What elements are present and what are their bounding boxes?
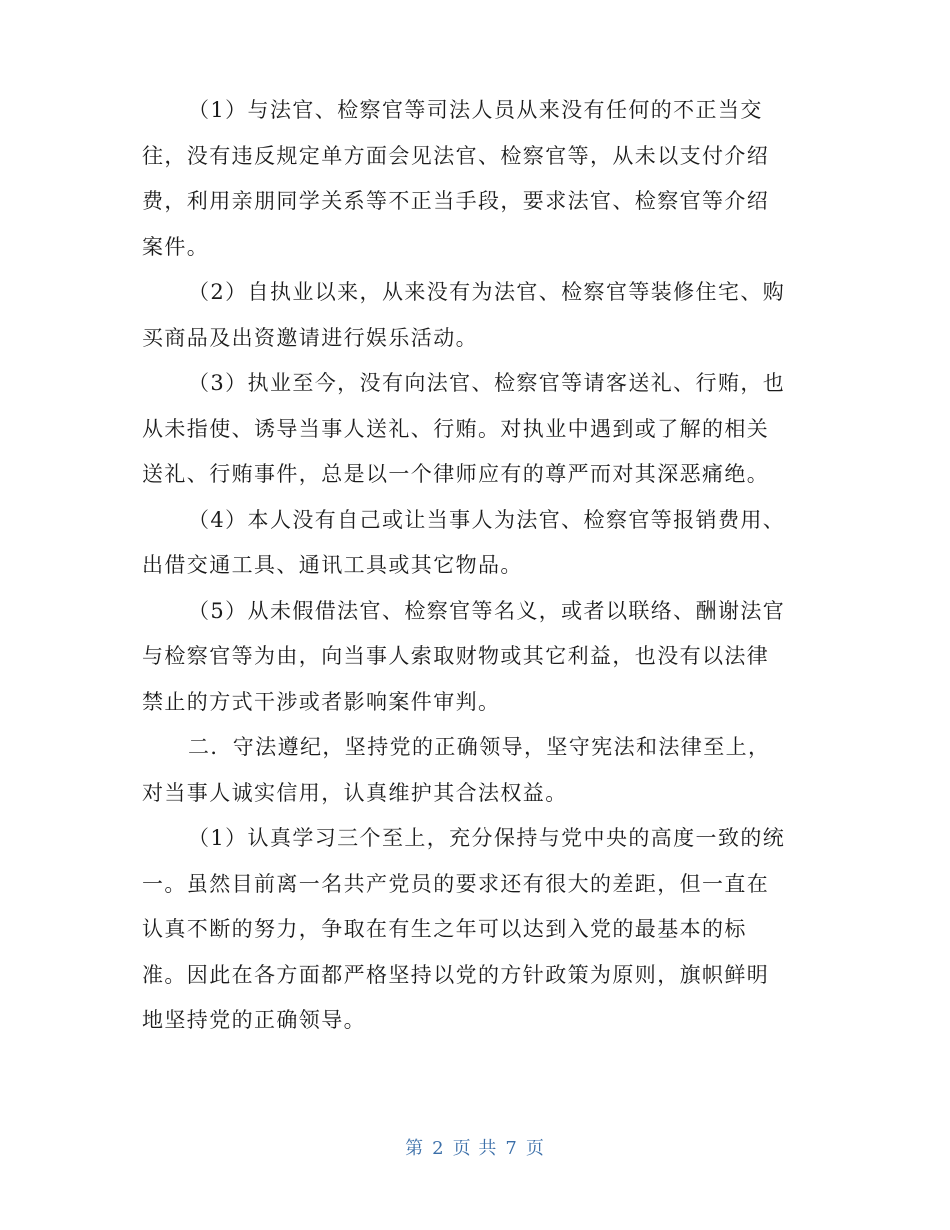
- text-line: 往，没有违反规定单方面会见法官、检察官等，从未以支付介绍: [142, 143, 770, 168]
- paragraph-3: [142, 361, 814, 498]
- page-label-suffix: 页: [525, 1138, 545, 1159]
- paragraph-5: [142, 589, 814, 726]
- text-line: （4）本人没有自己或让当事人为法官、检察官等报销费用、: [188, 507, 786, 532]
- text-line: （3）执业至今，没有向法官、检察官等请客送礼、行贿，也: [188, 371, 786, 395]
- page-label-mid: 页 共: [452, 1138, 498, 1159]
- page-footer: [0, 1134, 950, 1160]
- text-line: 与检察官等为由，向当事人索取财物或其它利益，也没有以法律: [142, 644, 770, 668]
- paragraph-1: [142, 88, 814, 270]
- paragraph-6: [142, 725, 814, 816]
- paragraph-7: [142, 816, 814, 1044]
- text-line: 买商品及出资邀请进行娱乐活动。: [142, 325, 478, 350]
- text-line: 从未指使、诱导当事人送礼、行贿。对执业中遇到或了解的相关: [142, 416, 770, 441]
- text-line: 二．守法遵纪，坚持党的正确领导，坚守宪法和法律至上，: [188, 735, 771, 759]
- paragraph-4: [142, 498, 814, 589]
- text-line: 一。虽然目前离一名共产党员的要求还有很大的差距，但一直在: [142, 871, 770, 896]
- text-line: 准。因此在各方面都严格坚持以党的方针政策为原则，旗帜鲜明: [142, 962, 770, 987]
- text-line: 地坚持党的正确领导。: [142, 1008, 366, 1032]
- page-label-prefix: 第: [405, 1138, 425, 1159]
- text-line: 认真不断的努力，争取在有生之年可以达到入党的最基本的标: [142, 917, 747, 941]
- text-line: 费，利用亲朋同学关系等不正当手段，要求法官、检察官等介绍: [142, 189, 770, 213]
- text-line: 送礼、行贿事件，总是以一个律师应有的尊严而对其深恶痛绝。: [142, 462, 770, 486]
- document-body: [142, 88, 814, 1044]
- text-line: 出借交通工具、通讯工具或其它物品。: [142, 553, 523, 577]
- text-line: （2）自执业以来，从来没有为法官、检察官等装修住宅、购: [188, 280, 786, 304]
- text-line: 禁止的方式干涉或者影响案件审判。: [142, 689, 501, 714]
- total-page-count: 7: [505, 1138, 518, 1159]
- current-page-number: 2: [432, 1138, 445, 1159]
- text-line: （1）认真学习三个至上，充分保持与党中央的高度一致的统: [188, 826, 786, 850]
- text-line: 案件。: [142, 234, 210, 259]
- text-line: （1）与法官、检察官等司法人员从来没有任何的不正当交: [188, 98, 763, 122]
- paragraph-2: [142, 270, 814, 361]
- text-line: 对当事人诚实信用，认真维护其合法权益。: [142, 780, 568, 805]
- text-line: （5）从未假借法官、检察官等名义，或者以联络、酬谢法官: [188, 598, 786, 623]
